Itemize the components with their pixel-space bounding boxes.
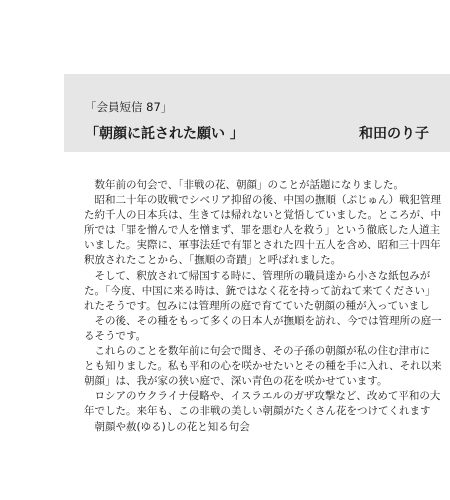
body-line: 数年前の句会で、「非戦の花、朝顔」のことが話題になりました。 [84,179,405,191]
body-line: いました。実際に、軍事法廷で有罪とされた四十五人を含め、昭和三十四年 [84,239,441,252]
body-line: その後、その種をもって多くの日本人が撫順を訪れ、今では管理所の庭一 [84,314,442,327]
body-line: た。「今度、中国に来る時は、銃ではなく花を持って訪ねて来てください」 [84,284,436,297]
body-line: ロシアのウクライナ侵略や、イスラエルのガザ攻撃など、改めて平和の大 [84,390,441,403]
body-line: これらのことを数年前に句会で聞き、その子孫の朝顔が私の住む津市に [84,345,431,358]
article-title: 「朝顔に託された願い 」 [85,126,244,142]
haiku-line: 朝顔や赦(ゆる)しの花と知る句会 [84,420,250,433]
body-line: た約千人の日本兵は、生きては帰れないと覚悟していました。ところが、中 [84,209,441,222]
series-label: 「会員短信 87」 [85,100,173,114]
body-line: れたそうです。包みには管理所の庭で育てていた朝顔の種が入っていまし [84,299,430,312]
body-line: とも知りました。私も平和の心を咲かせたいとその種を手に入れ、それ以来 [84,360,442,373]
body-line: 昭和二十年の敗戦でシベリア抑留の後、中国の撫順（ぶじゅん）戦犯管理 [84,194,441,207]
body-line: 年でした。来年も、この非戦の美しい朝顔がたくさん花をつけてくれます [84,405,431,418]
body-line: そして、釈放されて帰国する時に、管理所の職員達から小さな紙包みが [84,269,431,282]
body-line: るそうです。 [84,329,147,342]
article-body [84,178,450,435]
author-name: 和田のり子 [359,126,429,142]
body-line: 所では「罪を憎んで人を憎まず、罪を悪む人を救う」という徹底した人道主 [84,224,441,237]
body-line: 釈放されたことから、「撫順の奇蹟」と呼ばれました。 [84,254,342,267]
body-line: 朝顔」は、我が家の狭い庭で、深い青色の花を咲かせています。 [84,375,388,388]
